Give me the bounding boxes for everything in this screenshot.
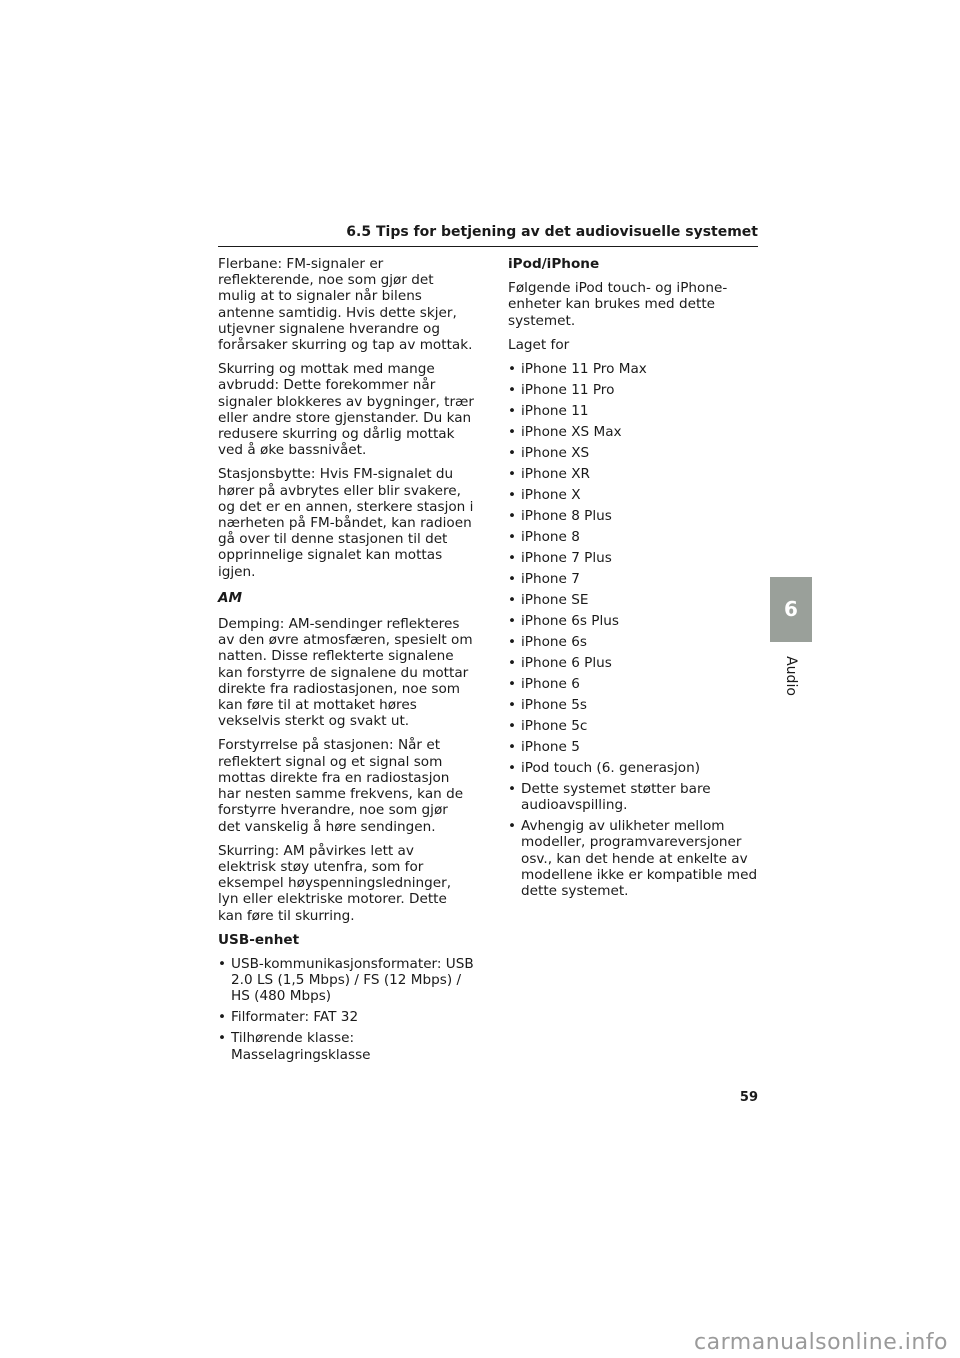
list-item: • iPod touch (6. generasjon) bbox=[508, 760, 760, 776]
left-column bbox=[218, 256, 474, 1068]
paragraph-skurring-mottak: Skurring og mottak med mange avbrudd: Dette forekommer når signaler blokkeres av bygninger, trær eller andre store gjenstander. Du kan redusere skurring og dårlig mottak ved å øke bassnivået. bbox=[218, 361, 474, 459]
list-item: • iPhone SE bbox=[508, 592, 760, 608]
list-item: • iPhone 7 bbox=[508, 571, 760, 587]
list-item: • iPhone XS bbox=[508, 445, 760, 461]
usb-heading: USB-enhet bbox=[218, 931, 300, 948]
list-item: • iPhone 11 Pro bbox=[508, 382, 760, 398]
chapter-number: 6 bbox=[784, 597, 798, 621]
paragraph-compatible-devices: Følgende iPod touch- og iPhone-enheter kan brukes med dette systemet. bbox=[508, 280, 728, 329]
watermark: carmanualsonline.info bbox=[694, 1330, 948, 1355]
chapter-label: Audio bbox=[783, 656, 799, 696]
list-item: • iPhone 6s Plus bbox=[508, 613, 760, 629]
paragraph-made-for: Laget for bbox=[508, 336, 570, 353]
list-item: • iPhone 6s bbox=[508, 634, 760, 650]
usb-list bbox=[218, 956, 474, 1063]
page-number: 59 bbox=[739, 1090, 758, 1105]
section-title: 6.5 Tips for betjening av det audiovisuelle systemet bbox=[346, 224, 758, 240]
paragraph-stasjonsbytte: Stasjonsbytte: Hvis FM-signalet du hører på avbrytes eller blir svakere, og det er en annen, sterkere stasjon i nærheten på FM-båndet, kan radioen gå over til denne stasjonen til det opprinnelige signalet kan mottas igjen. bbox=[218, 466, 474, 580]
list-item: • iPhone 6 bbox=[508, 676, 760, 692]
list-item: • iPhone 5s bbox=[508, 697, 760, 713]
list-item: • Dette systemet støtter bare audioavspilling. bbox=[508, 781, 760, 813]
paragraph-demping: Demping: AM-sendinger reflekteres av den øvre atmosfæren, spesielt om natten. Disse reflekterte signalene kan forstyrre de signalene du mottar direkte fra radiostasjonen, noe som kan føre til at mottaket høres vekselvis sterkt og svakt ut. bbox=[218, 616, 473, 730]
ipod-heading: iPod/iPhone bbox=[508, 256, 600, 272]
list-item: • iPhone 11 Pro Max bbox=[508, 361, 760, 377]
chapter-tab bbox=[770, 577, 812, 642]
list-item: • iPhone 8 Plus bbox=[508, 508, 760, 524]
device-list bbox=[508, 361, 760, 899]
list-item: • iPhone 8 bbox=[508, 529, 760, 545]
list-item: • iPhone XR bbox=[508, 466, 760, 482]
list-item: • iPhone XS Max bbox=[508, 424, 760, 440]
list-item: • iPhone X bbox=[508, 487, 760, 503]
list-item: • iPhone 6 Plus bbox=[508, 655, 760, 671]
list-item: • USB-kommunikasjonsformater: USB 2.0 LS (1,5 Mbps) / FS (12 Mbps) / HS (480 Mbps) bbox=[218, 956, 474, 1005]
list-item: • iPhone 5c bbox=[508, 718, 760, 734]
list-item: • Filformater: FAT 32 bbox=[218, 1009, 474, 1025]
list-item: • iPhone 7 Plus bbox=[508, 550, 760, 566]
paragraph-skurring: Skurring: AM påvirkes lett av elektrisk støy utenfra, som for eksempel høyspenningsledninger, lyn eller elektriske motorer. Dette kan føre til skurring. bbox=[218, 842, 452, 924]
paragraph-forstyrrelse: Forstyrrelse på stasjonen: Når et reflektert signal og et signal som mottas direkte fra en radiostasjon har nesten samme frekvens, kan de forstyrre hverandre, noe som gjør det vanskelig å høre sendingen. bbox=[218, 737, 464, 835]
paragraph-flerbane: Flerbane: FM-signaler er reflekterende, noe som gjør det mulig at to signaler når bilens antenne samtidig. Hvis dette skjer, utjevner signalene hverandre og forårsaker skurring og tap av mottak. bbox=[218, 256, 473, 354]
am-heading: AM bbox=[218, 589, 243, 606]
list-item: • Tilhørende klasse: Masselagringsklasse bbox=[218, 1030, 474, 1062]
right-column bbox=[508, 256, 760, 904]
list-item: • iPhone 5 bbox=[508, 739, 760, 755]
section-header bbox=[218, 224, 758, 247]
list-item: • Avhengig av ulikheter mellom modeller, programvareversjoner osv., kan det hende at enkelte av modellene ikke er kompatible med dette systemet. bbox=[508, 818, 760, 899]
list-item: • iPhone 11 bbox=[508, 403, 760, 419]
